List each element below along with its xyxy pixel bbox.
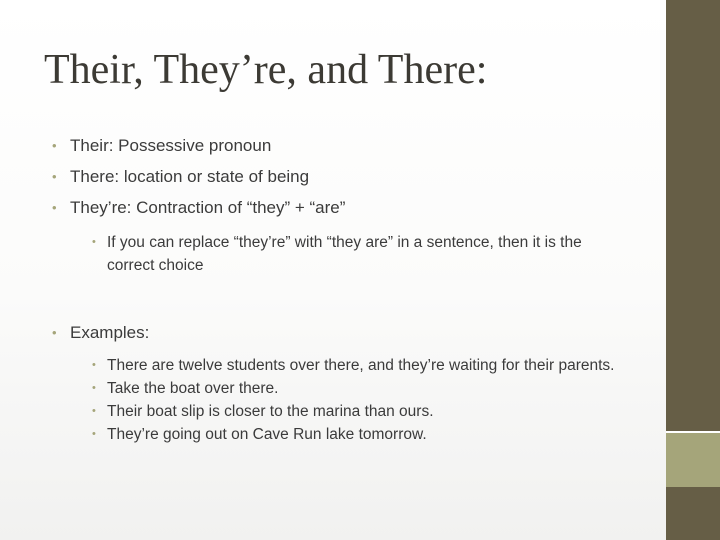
- example-text: They’re going out on Cave Run lake tomorrow.: [107, 426, 427, 443]
- example-item: [92, 423, 622, 446]
- sub-bullet-list: [70, 231, 622, 277]
- bullet-icon: •: [52, 138, 57, 153]
- example-text: There are twelve students over there, and they’re waiting for their parents.: [107, 357, 615, 374]
- bullet-list: [52, 130, 652, 446]
- slide-title: Their, They’re, and There:: [44, 47, 488, 93]
- spacer: [52, 283, 652, 317]
- sidebar-bar: [666, 0, 720, 431]
- bullet-text: They’re: Contraction of “they” + “are”: [70, 198, 346, 217]
- bullet-text: Their: Possessive pronoun: [70, 136, 272, 155]
- bullet-icon: •: [52, 200, 57, 215]
- example-text: Their boat slip is closer to the marina than ours.: [107, 403, 434, 420]
- bullet-icon: •: [92, 428, 96, 440]
- bullet-item-there: [52, 161, 652, 192]
- sidebar-bottom-block: [666, 487, 720, 540]
- sidebar-accent-block: [666, 433, 720, 487]
- bullet-item-their: [52, 130, 652, 161]
- bullet-text: There: location or state of being: [70, 167, 310, 186]
- bullet-icon: •: [92, 382, 96, 394]
- bullet-icon: •: [92, 236, 96, 248]
- sub-bullet-text: If you can replace “they’re” with “they are” in a sentence, then it is the correct choice: [107, 234, 582, 274]
- bullet-item-examples: [52, 317, 652, 446]
- bullet-icon: •: [52, 169, 57, 184]
- bullet-icon: •: [52, 325, 57, 340]
- example-item: [92, 400, 622, 423]
- bullet-icon: •: [92, 359, 96, 371]
- sub-bullet-contraction-note: [92, 231, 622, 277]
- bullet-item-theyre: [52, 192, 652, 277]
- example-item: [92, 354, 622, 377]
- example-item: [92, 377, 622, 400]
- examples-list: [70, 354, 622, 446]
- bullet-icon: •: [92, 405, 96, 417]
- bullet-text: Examples:: [70, 323, 150, 342]
- example-text: Take the boat over there.: [107, 380, 279, 397]
